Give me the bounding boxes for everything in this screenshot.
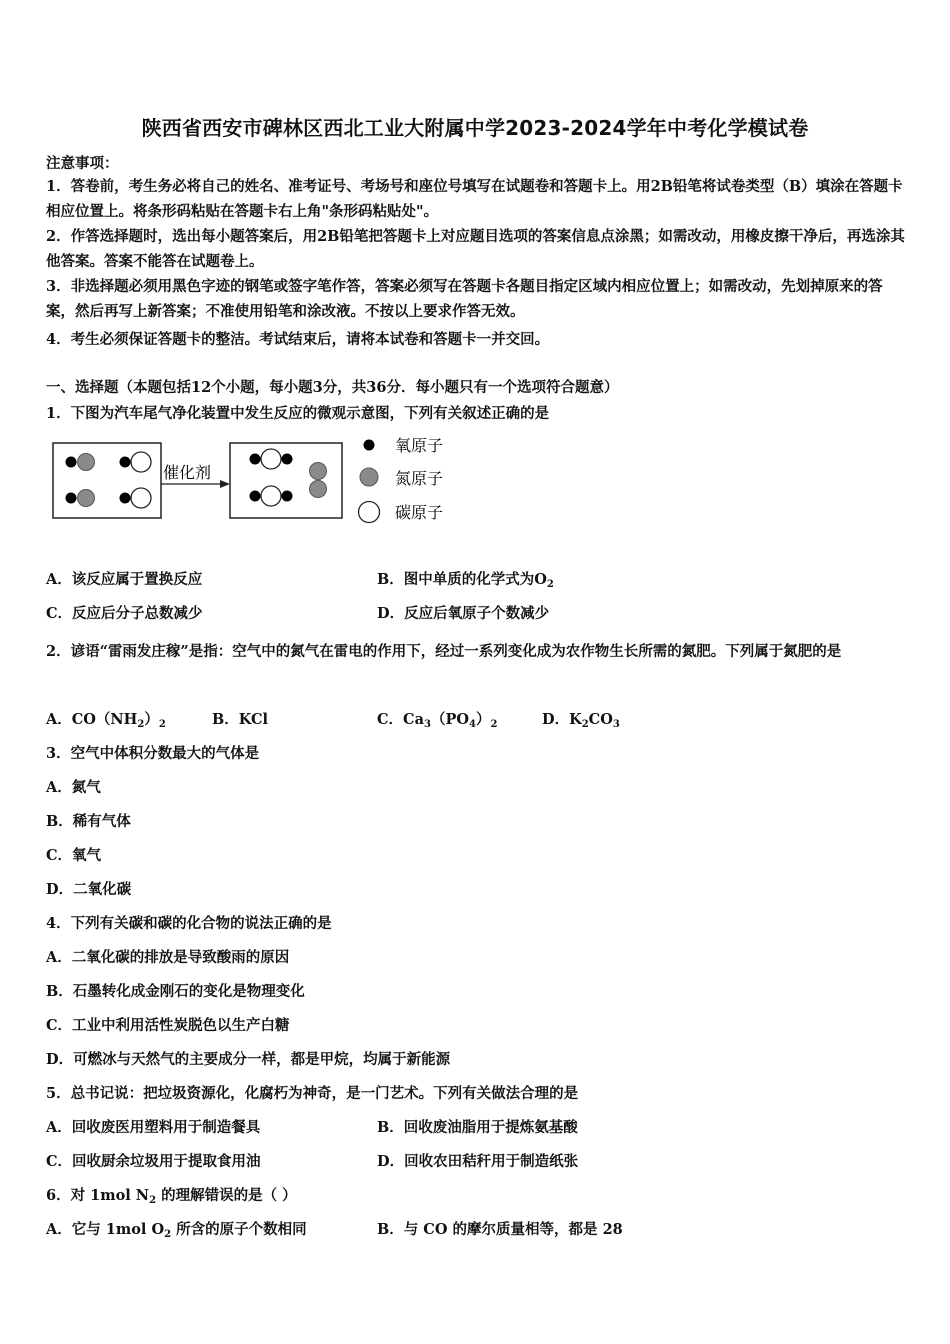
subscript: 2	[149, 1195, 157, 1206]
q6-option-a[interactable]	[46, 1218, 307, 1240]
subscript: 4	[469, 719, 476, 730]
notice-item-3: 3．非选择题必须用黑色字迹的钢笔或签字笔作答，答案必须写在答题卡各题目指定区域内相应位置上；如需改动，先划掉原来的答案，然后再写上新答案；不准使用铅笔和涂改液。不按以上要求作答无效。	[46, 278, 883, 320]
nitrogen-atom	[310, 463, 327, 480]
product-co2-molecule	[250, 449, 293, 469]
formula-part: CO	[588, 711, 613, 728]
question-2-stem: 2．谚语“雷雨发庄稼”是指：空气中的氮气在雷电的作用下，经过一系列变化成为农作物生长所需的氮肥。下列属于氮肥的是	[46, 643, 842, 660]
section-heading: 一、选择题（本题包括12个小题，每小题3分，共36分．每小题只有一个选项符合题意）	[46, 379, 619, 396]
q5-option-c[interactable]: C．回收厨余垃圾用于提取食用油	[46, 1153, 261, 1170]
formula-part: ）	[475, 711, 491, 728]
notice-item-2: 2．作答选择题时，选出每小题答案后，用2B铅笔把答题卡上对应题目选项的答案信息点涂黑；如需改动，用橡皮擦干净后，再选涂其他答案。答案不能答在试题卷上。	[46, 228, 905, 270]
q5-option-a[interactable]: A．回收废医用塑料用于制造餐具	[46, 1119, 261, 1136]
stem-part: 6．对 1mol N	[46, 1187, 150, 1204]
q3-option-b[interactable]: B．稀有气体	[46, 813, 131, 830]
nitrogen-atom	[78, 454, 95, 471]
legend-nitrogen-icon	[360, 468, 378, 486]
q1-option-a[interactable]: A．该反应属于置换反应	[46, 571, 203, 588]
oxygen-atom	[66, 457, 77, 468]
q1-option-d[interactable]: D．反应后氧原子个数减少	[377, 605, 550, 622]
q4-option-d[interactable]: D．可燃冰与天然气的主要成分一样，都是甲烷，均属于新能源	[46, 1051, 451, 1068]
formula-part: A．CO（NH	[46, 711, 138, 728]
oxygen-atom	[282, 454, 293, 465]
subscript: 3	[612, 719, 620, 730]
q3-option-c[interactable]: C．氧气	[46, 847, 102, 864]
q5-option-d[interactable]: D．回收农田秸秆用于制造纸张	[377, 1153, 579, 1170]
q5-option-b[interactable]: B．回收废油脂用于提炼氨基酸	[377, 1119, 578, 1136]
product-n2-molecule	[310, 463, 327, 498]
q1-option-c[interactable]: C．反应后分子总数减少	[46, 605, 203, 622]
q4-option-b[interactable]: B．石墨转化成金刚石的变化是物理变化	[46, 983, 305, 1000]
page-title: 陕西省西安市碑林区西北工业大附属中学2023-2024学年中考化学模试卷	[141, 116, 809, 140]
subscript: 2	[137, 719, 145, 730]
carbon-atom	[131, 452, 151, 472]
formula-part: （PO	[430, 711, 469, 728]
question-4-stem: 4．下列有关碳和碳的化合物的说法正确的是	[46, 915, 332, 932]
subscript: 2	[581, 719, 589, 730]
arrow-head	[220, 480, 230, 488]
nitrogen-atom	[78, 490, 95, 507]
legend	[359, 437, 444, 523]
legend-oxygen-icon	[364, 440, 375, 451]
reactant-no-molecule	[66, 454, 95, 471]
q4-option-c[interactable]: C．工业中利用活性炭脱色以生产白糖	[46, 1017, 290, 1034]
subscript: 2	[546, 579, 554, 590]
question-5-stem: 5．总书记说：把垃圾资源化，化腐朽为神奇，是一门艺术。下列有关做法合理的是	[46, 1085, 579, 1102]
reactant-co-molecule	[120, 488, 152, 508]
formula-part: C．Ca	[377, 711, 424, 728]
carbon-atom	[131, 488, 151, 508]
product-co2-molecule	[250, 486, 293, 506]
stem-part: 的理解错误的是（ ）	[156, 1187, 297, 1204]
subscript: 2	[490, 719, 498, 730]
q2-option-c[interactable]	[377, 708, 497, 730]
oxygen-atom	[282, 491, 293, 502]
q2-option-b[interactable]: B．KCl	[212, 711, 269, 728]
legend-oxygen-label: 氧原子	[395, 437, 444, 455]
q1-option-b[interactable]	[377, 568, 554, 590]
oxygen-atom	[66, 493, 77, 504]
reactant-no-molecule	[66, 490, 95, 507]
formula-part: ）	[144, 711, 159, 728]
nitrogen-atom	[310, 481, 327, 498]
legend-carbon-label: 碳原子	[395, 503, 444, 522]
q2-option-d[interactable]	[542, 708, 620, 730]
legend-nitrogen-label: 氮原子	[395, 469, 444, 488]
reaction-diagram	[50, 437, 470, 527]
q6-option-b[interactable]: B．与 CO 的摩尔质量相等，都是 28	[377, 1221, 623, 1238]
q1-option-b-text: B．图中单质的化学式为O	[377, 571, 547, 588]
oxygen-atom	[120, 493, 131, 504]
oxygen-atom	[250, 491, 261, 502]
q3-option-d[interactable]: D．二氧化碳	[46, 881, 132, 898]
q3-option-a[interactable]: A．氮气	[46, 779, 101, 796]
q2-option-a[interactable]	[46, 708, 166, 730]
question-3-stem: 3．空气中体积分数最大的气体是	[46, 745, 260, 762]
option-part: A．它与 1mol O	[46, 1221, 165, 1238]
notice-item-4: 4．考生必须保证答题卡的整洁。考试结束后，请将本试卷和答题卡一并交回。	[46, 331, 550, 348]
arrow-label: 催化剂	[163, 463, 212, 482]
carbon-atom	[261, 486, 281, 506]
subscript: 3	[423, 719, 431, 730]
legend-carbon-icon	[359, 502, 380, 523]
question-6-stem	[46, 1184, 297, 1206]
question-1-stem: 1．下图为汽车尾气净化装置中发生反应的微观示意图，下列有关叙述正确的是	[46, 405, 550, 422]
oxygen-atom	[120, 457, 131, 468]
reactant-co-molecule	[120, 452, 152, 472]
subscript: 2	[164, 1229, 172, 1240]
notice-heading: 注意事项：	[46, 155, 119, 172]
subscript: 2	[158, 719, 166, 730]
carbon-atom	[261, 449, 281, 469]
option-part: 所含的原子个数相同	[171, 1221, 307, 1238]
oxygen-atom	[250, 454, 261, 465]
notice-item-1: 1．答卷前，考生务必将自己的姓名、准考证号、考场号和座位号填写在试题卷和答题卡上。用2B铅笔将试卷类型（B）填涂在答题卡相应位置上。将条形码粘贴在答题卡右上角"条形码粘贴处"。	[46, 178, 903, 220]
formula-part: D．K	[542, 711, 582, 728]
q4-option-a[interactable]: A．二氧化碳的排放是导致酸雨的原因	[46, 949, 290, 966]
